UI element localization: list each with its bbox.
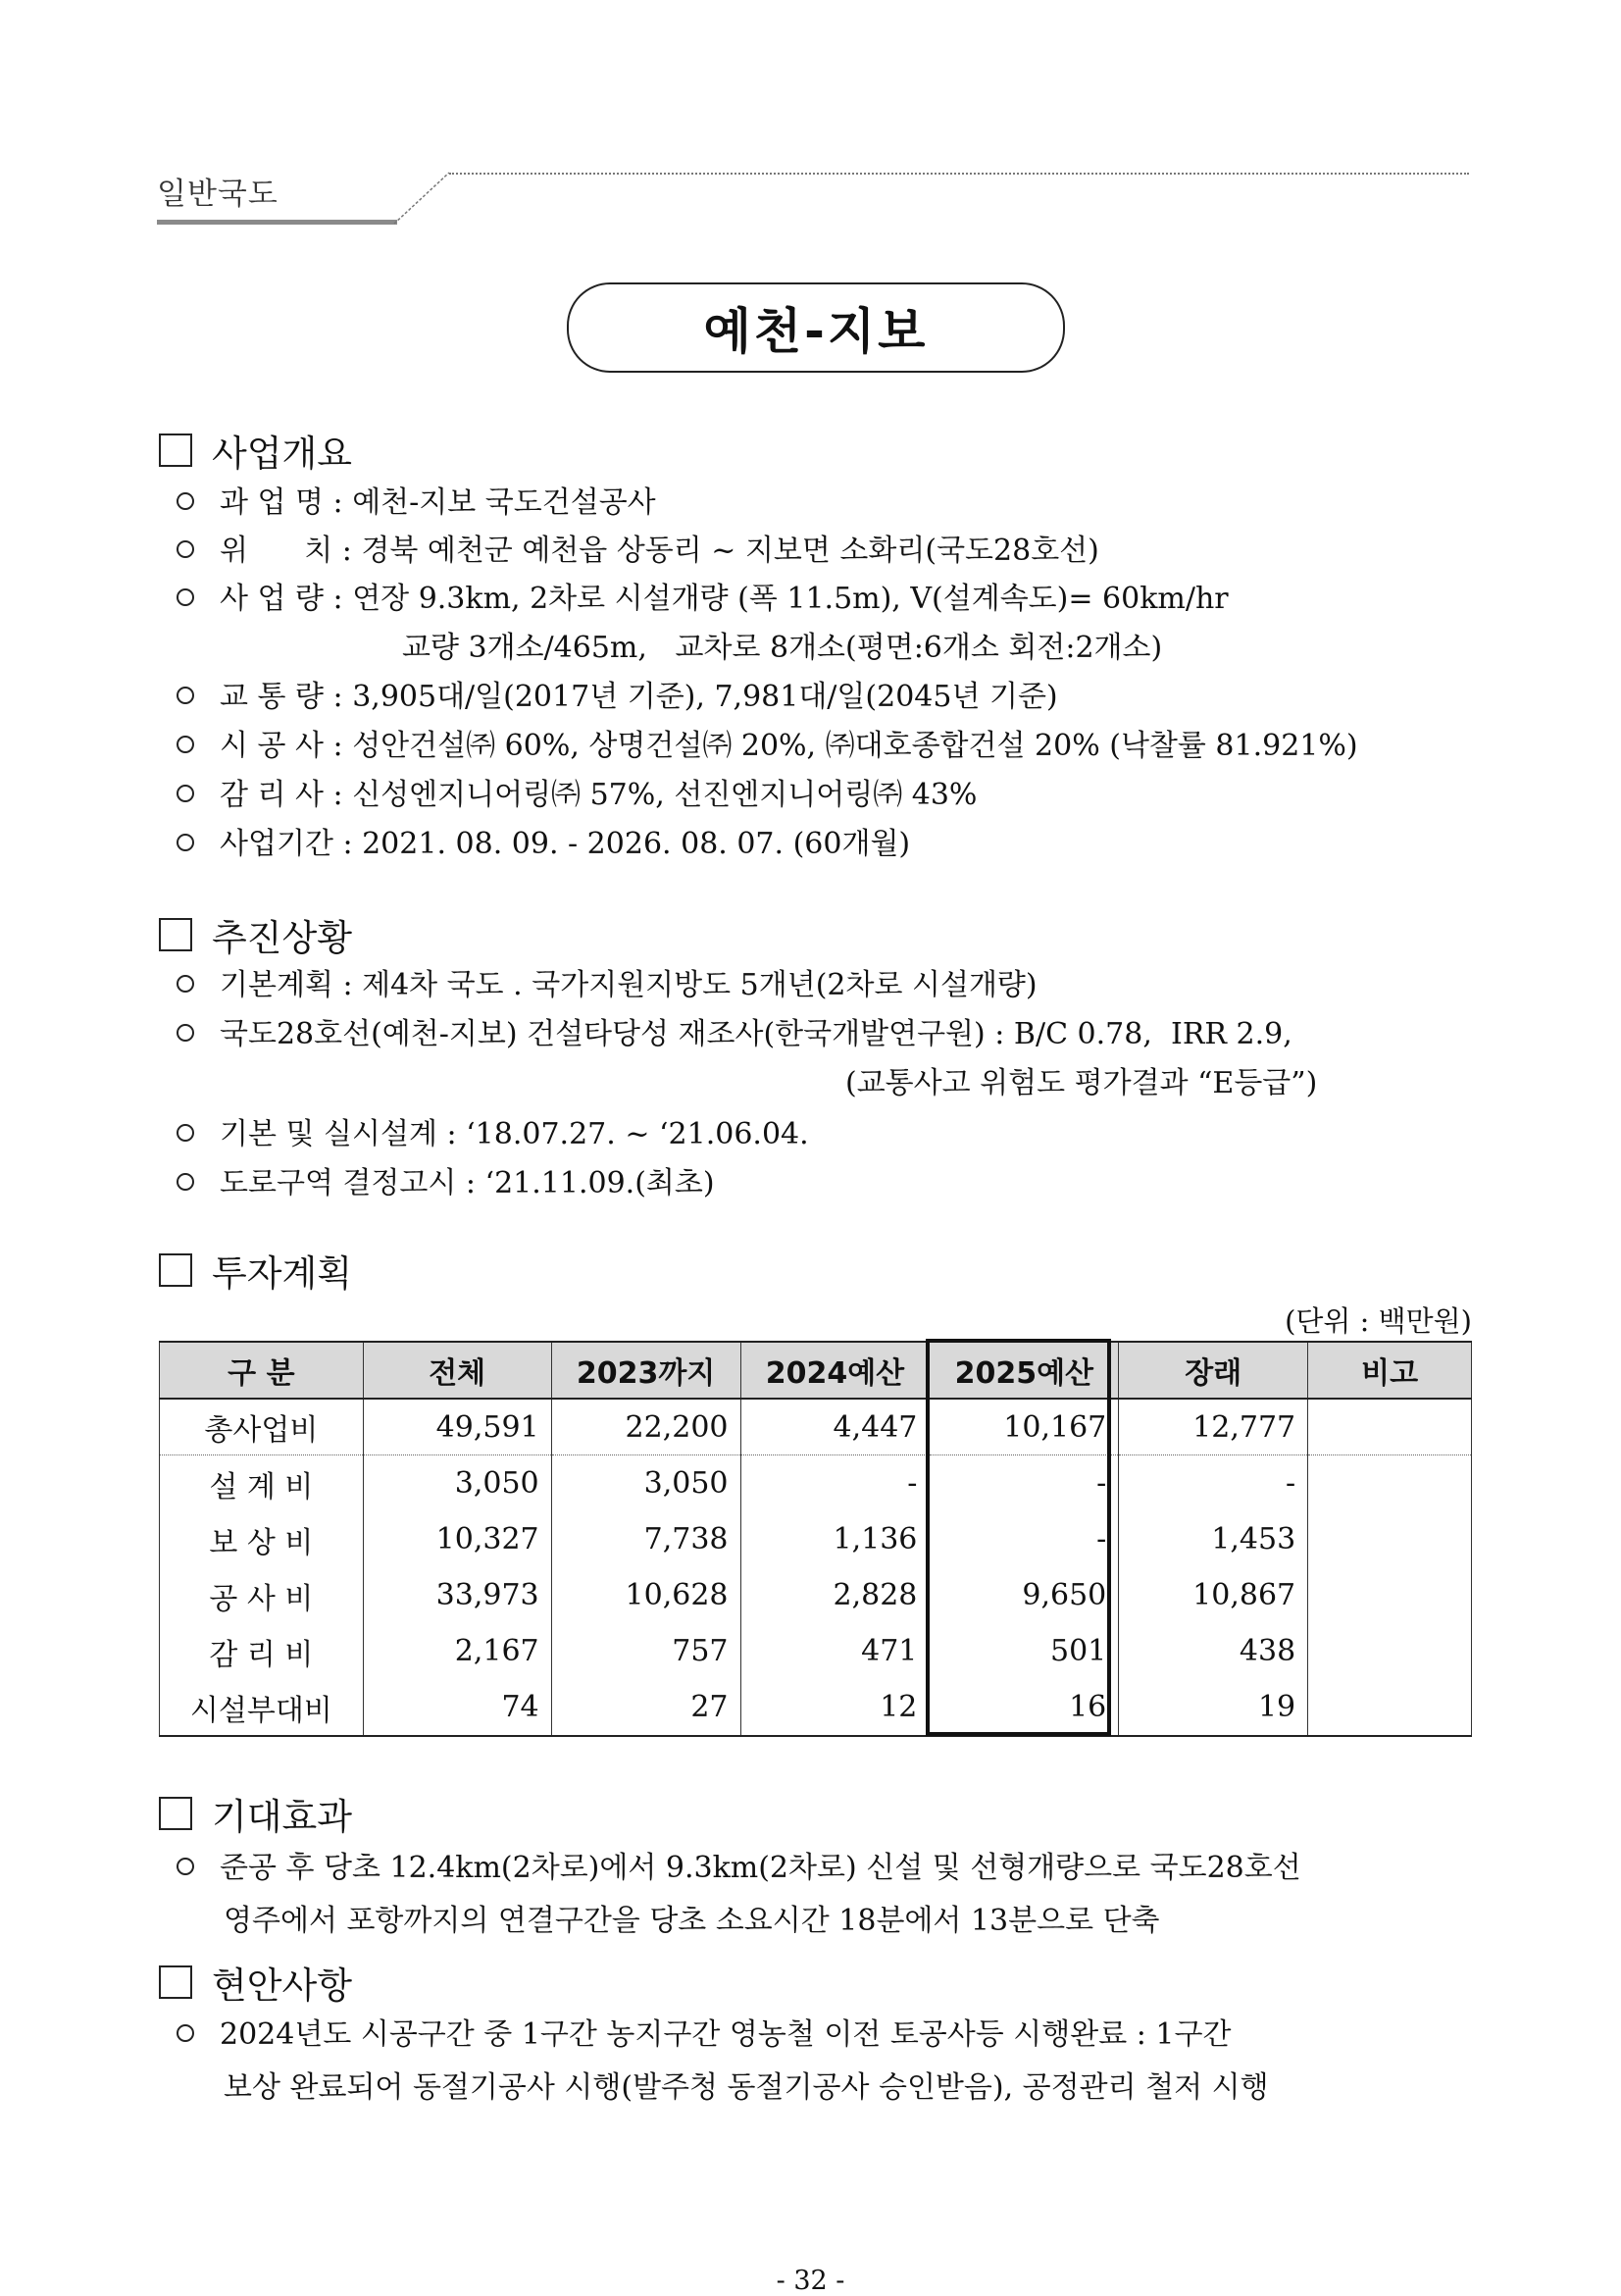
section-category: 일반국도 bbox=[157, 177, 279, 212]
table-cell: 10,628 bbox=[551, 1567, 740, 1623]
list-item: 국도28호선(예천-지보) 건설타당성 재조사(한국개발연구원) : B/C 0.78, IRR 2.9, bbox=[177, 1020, 1292, 1049]
section-heading-text: 기대효과 bbox=[212, 1796, 352, 1838]
table-cell bbox=[1308, 1511, 1472, 1567]
section-heading-overview bbox=[159, 424, 352, 477]
circle-bullet-icon bbox=[177, 1858, 194, 1875]
table-cell: 7,738 bbox=[551, 1511, 740, 1567]
list-item-continuation: 보상 완료되어 동절기공사 시행(발주청 동절기공사 승인받음), 공정관리 철저 시행 bbox=[224, 2070, 1269, 2105]
column-header: 2025예산 bbox=[930, 1342, 1119, 1399]
checkbox-icon bbox=[159, 1253, 192, 1287]
column-header: 장래 bbox=[1119, 1342, 1308, 1399]
table-cell: - bbox=[930, 1511, 1119, 1567]
table-cell: 2,828 bbox=[740, 1567, 930, 1623]
column-header: 구 분 bbox=[160, 1342, 364, 1399]
table-cell bbox=[1308, 1679, 1472, 1736]
table-row bbox=[160, 1511, 1472, 1567]
list-item: 2024년도 시공구간 중 1구간 농지구간 영농철 이전 토공사등 시행완료 : 1구간 bbox=[177, 2020, 1231, 2050]
checkbox-icon bbox=[159, 1797, 192, 1830]
list-item-continuation: 교량 3개소/465m, 교차로 8개소(평면:6개소 회전:2개소) bbox=[402, 631, 1163, 665]
circle-bullet-icon bbox=[177, 1024, 194, 1042]
table-cell: 1,453 bbox=[1119, 1511, 1308, 1567]
circle-bullet-icon bbox=[177, 687, 194, 704]
table-cell: 49,591 bbox=[363, 1399, 551, 1455]
table-cell: 공 사 비 bbox=[160, 1567, 364, 1623]
table-cell bbox=[1308, 1399, 1472, 1455]
circle-bullet-icon bbox=[177, 2024, 194, 2042]
page-title: 예천-지보 bbox=[567, 282, 1065, 373]
table-cell: 22,200 bbox=[551, 1399, 740, 1455]
section-heading-effects bbox=[159, 1787, 352, 1840]
list-item-continuation: 영주에서 포항까지의 연결구간을 당초 소요시간 18분에서 13분으로 단축 bbox=[224, 1904, 1160, 1938]
circle-bullet-icon bbox=[177, 540, 194, 558]
section-heading-text: 투자계획 bbox=[212, 1252, 352, 1295]
table-cell: 74 bbox=[363, 1679, 551, 1736]
table-cell: 9,650 bbox=[930, 1567, 1119, 1623]
table-cell: 10,327 bbox=[363, 1511, 551, 1567]
table-header-row bbox=[160, 1342, 1472, 1399]
checkbox-icon bbox=[159, 1965, 192, 1999]
list-item: 과 업 명 : 예천-지보 국도건설공사 bbox=[177, 488, 656, 518]
list-item: 교 통 량 : 3,905대/일(2017년 기준), 7,981대/일(2045년 기준) bbox=[177, 683, 1058, 712]
table-row bbox=[160, 1399, 1472, 1455]
table-row bbox=[160, 1567, 1472, 1623]
checkbox-icon bbox=[159, 918, 192, 951]
table-cell: 471 bbox=[740, 1623, 930, 1679]
table-cell: 1,136 bbox=[740, 1511, 930, 1567]
list-item: 사 업 량 : 연장 9.3km, 2차로 시설개량 (폭 11.5m), V(설계속도)= 60km/hr bbox=[177, 585, 1229, 614]
table-cell: 19 bbox=[1119, 1679, 1308, 1736]
circle-bullet-icon bbox=[177, 975, 194, 993]
table-cell: 27 bbox=[551, 1679, 740, 1736]
list-item: 사업기간 : 2021. 08. 09. - 2026. 08. 07. (60개월) bbox=[177, 830, 910, 859]
table-row bbox=[160, 1679, 1472, 1736]
page-number: - 32 - bbox=[776, 2266, 845, 2296]
table-cell: 438 bbox=[1119, 1623, 1308, 1679]
header-diagonal bbox=[392, 171, 451, 226]
table-row bbox=[160, 1455, 1472, 1512]
circle-bullet-icon bbox=[177, 1173, 194, 1191]
table-cell: 16 bbox=[930, 1679, 1119, 1736]
table-cell: 보 상 비 bbox=[160, 1511, 364, 1567]
table-cell: 10,867 bbox=[1119, 1567, 1308, 1623]
table-cell: 4,447 bbox=[740, 1399, 930, 1455]
table-cell: 2,167 bbox=[363, 1623, 551, 1679]
table-cell: 3,050 bbox=[551, 1455, 740, 1512]
list-item: 도로구역 결정고시 : ‘21.11.09.(최초) bbox=[177, 1169, 715, 1199]
list-item: 기본 및 실시설계 : ‘18.07.27. ~ ‘21.06.04. bbox=[177, 1120, 809, 1149]
table-cell: 33,973 bbox=[363, 1567, 551, 1623]
checkbox-icon bbox=[159, 434, 192, 467]
section-heading-text: 사업개요 bbox=[212, 433, 352, 475]
circle-bullet-icon bbox=[177, 736, 194, 753]
header-dotted-rule bbox=[449, 173, 1469, 175]
list-item: 시 공 사 : 성안건설㈜ 60%, 상명건설㈜ 20%, ㈜대호종합건설 20% (낙찰률 81.921%) bbox=[177, 732, 1358, 761]
section-heading-progress bbox=[159, 908, 352, 961]
table-cell: 3,050 bbox=[363, 1455, 551, 1512]
table-cell: 시설부대비 bbox=[160, 1679, 364, 1736]
circle-bullet-icon bbox=[177, 785, 194, 802]
section-heading-text: 현안사항 bbox=[212, 1964, 352, 2007]
investment-table bbox=[159, 1341, 1472, 1737]
column-header: 2023까지 bbox=[551, 1342, 740, 1399]
list-item: 위 치 : 경북 예천군 예천읍 상동리 ~ 지보면 소화리(국도28호선) bbox=[177, 536, 1099, 566]
table-cell: 10,167 bbox=[930, 1399, 1119, 1455]
section-heading-text: 추진상황 bbox=[212, 917, 352, 959]
list-item: 준공 후 당초 12.4km(2차로)에서 9.3km(2차로) 신설 및 선형개량으로 국도28호선 bbox=[177, 1854, 1301, 1883]
table-cell: 501 bbox=[930, 1623, 1119, 1679]
column-header: 2024예산 bbox=[740, 1342, 930, 1399]
section-heading-investment bbox=[159, 1244, 352, 1297]
table-cell bbox=[1308, 1567, 1472, 1623]
table-cell: 총사업비 bbox=[160, 1399, 364, 1455]
circle-bullet-icon bbox=[177, 1124, 194, 1142]
table-cell bbox=[1308, 1455, 1472, 1512]
table-cell: 12 bbox=[740, 1679, 930, 1736]
table-cell: - bbox=[930, 1455, 1119, 1512]
column-header: 비고 bbox=[1308, 1342, 1472, 1399]
table-cell: 설 계 비 bbox=[160, 1455, 364, 1512]
table-cell bbox=[1308, 1623, 1472, 1679]
current-year-highlight bbox=[926, 1339, 1111, 1736]
header-underline bbox=[157, 220, 397, 225]
circle-bullet-icon bbox=[177, 588, 194, 606]
circle-bullet-icon bbox=[177, 492, 194, 510]
section-heading-issues bbox=[159, 1956, 352, 2009]
list-item: 기본계획 : 제4차 국도 . 국가지원지방도 5개년(2차로 시설개량) bbox=[177, 971, 1038, 1000]
list-item: 감 리 사 : 신성엔지니어링㈜ 57%, 선진엔지니어링㈜ 43% bbox=[177, 781, 977, 810]
list-item-continuation: (교통사고 위험도 평가결과 “E등급”) bbox=[845, 1066, 1318, 1100]
table-cell: - bbox=[740, 1455, 930, 1512]
table-cell: 757 bbox=[551, 1623, 740, 1679]
table-row bbox=[160, 1623, 1472, 1679]
table-cell: - bbox=[1119, 1455, 1308, 1512]
circle-bullet-icon bbox=[177, 834, 194, 851]
column-header: 전체 bbox=[363, 1342, 551, 1399]
table-cell: 12,777 bbox=[1119, 1399, 1308, 1455]
table-unit-label: (단위 : 백만원) bbox=[1285, 1304, 1472, 1338]
table-cell: 감 리 비 bbox=[160, 1623, 364, 1679]
